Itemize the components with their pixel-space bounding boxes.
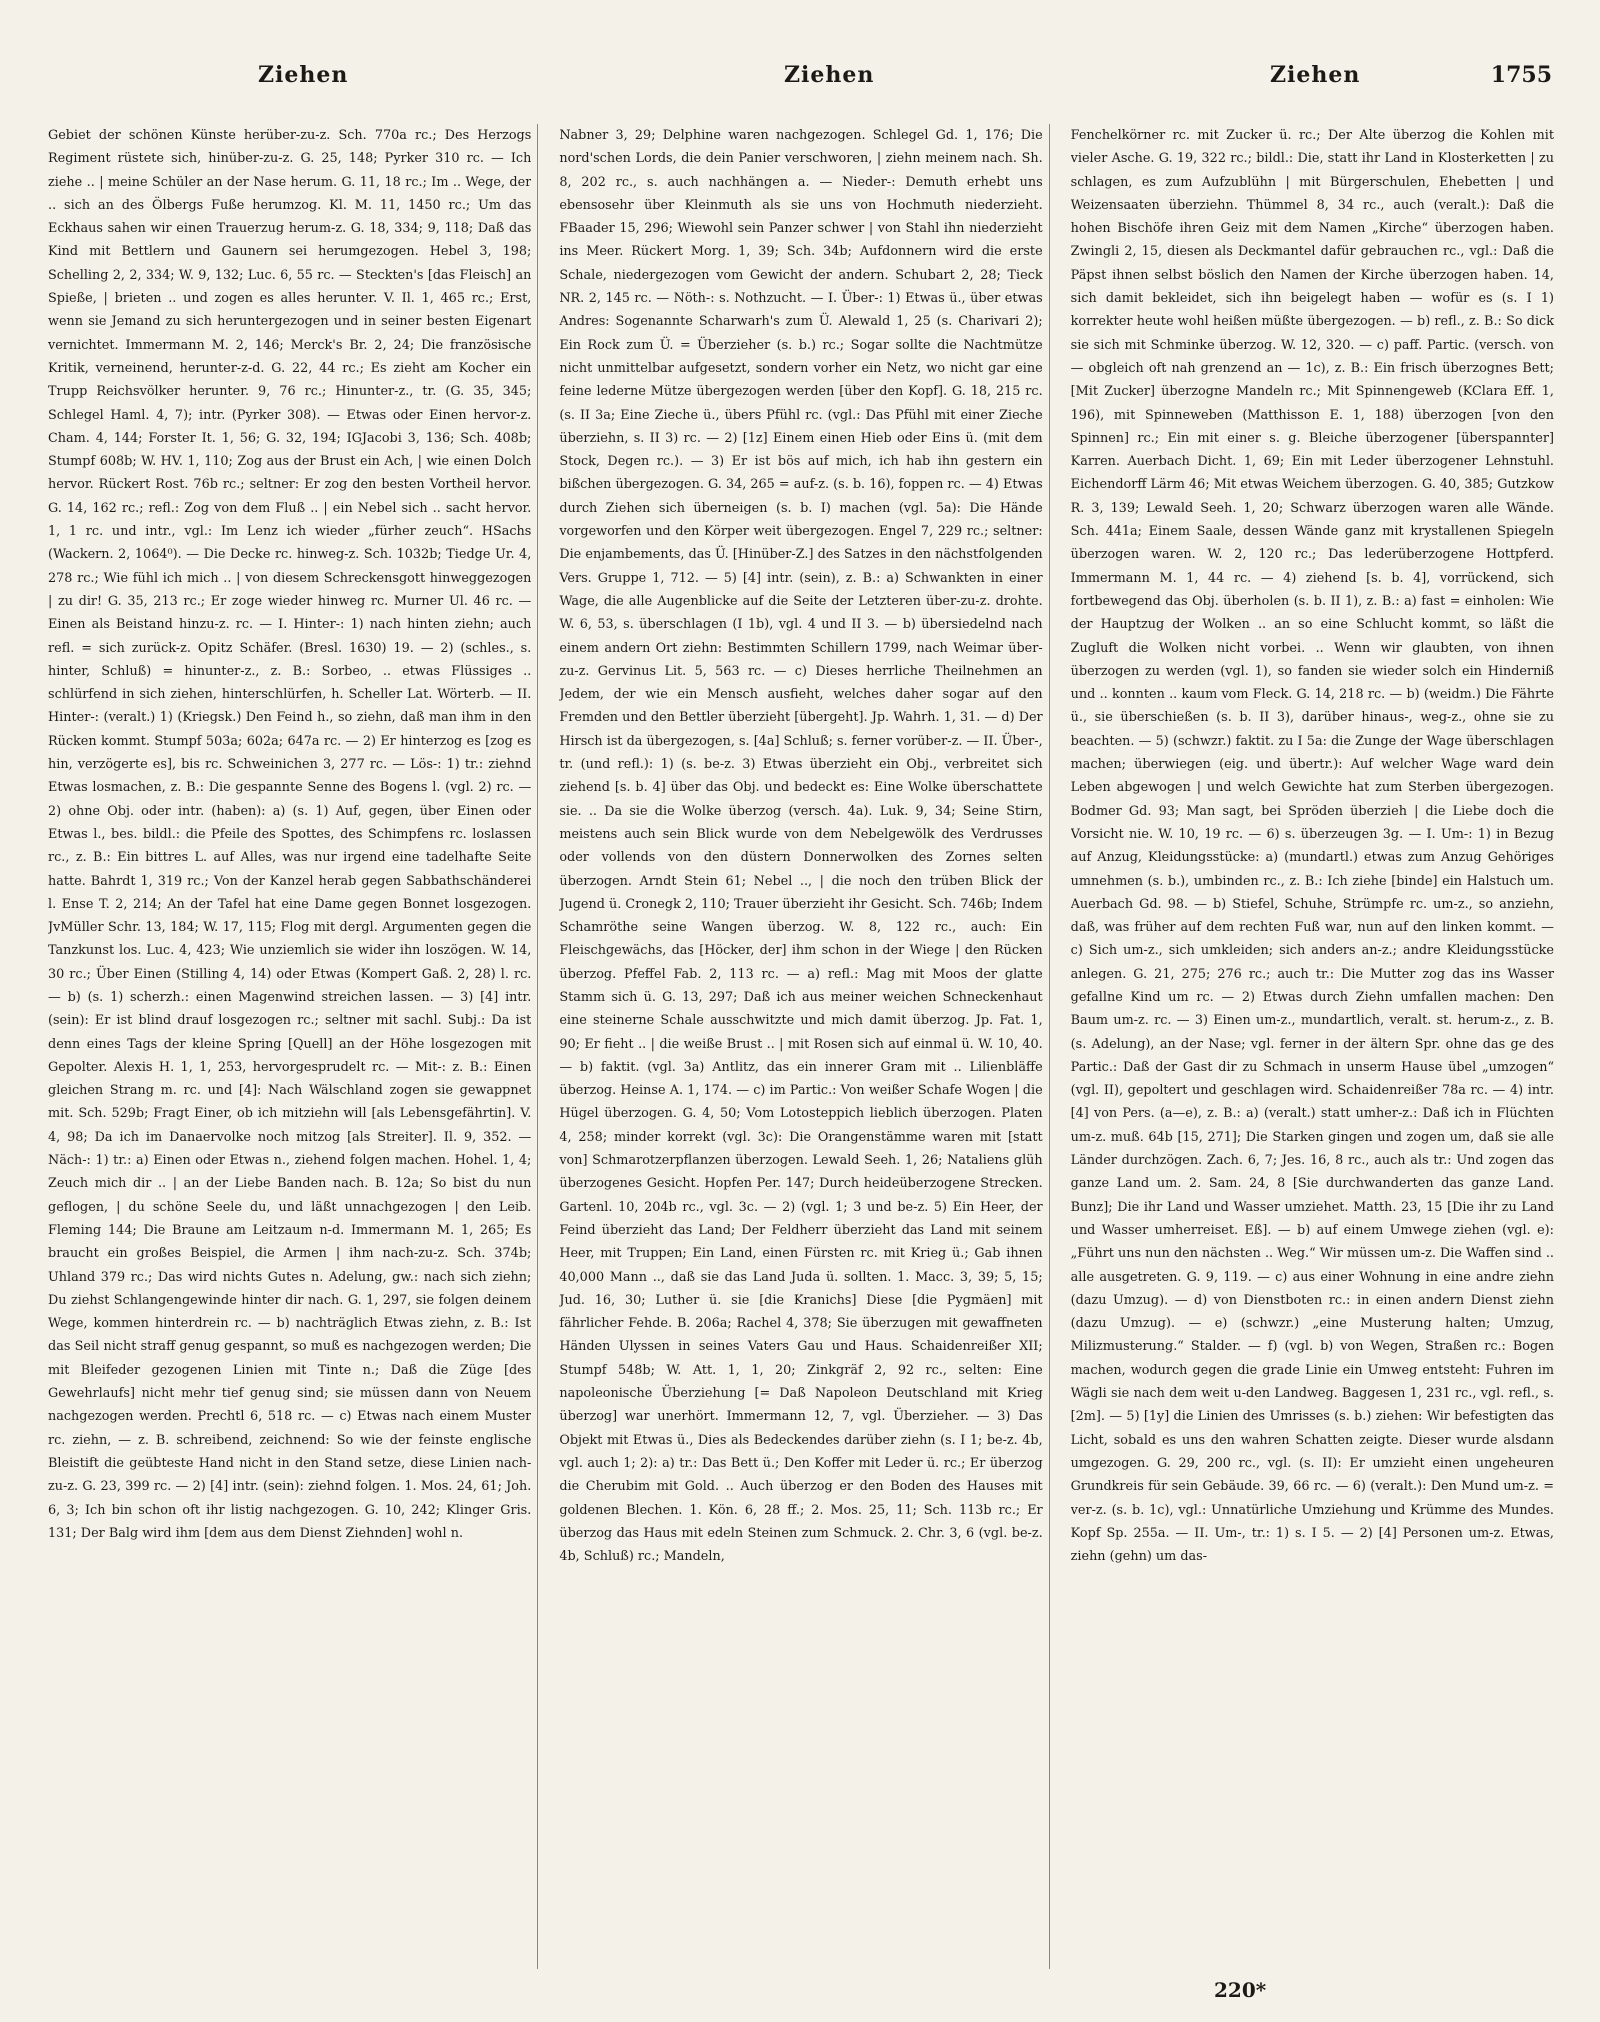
column-right [1071,124,1554,1969]
center-running-headword: Ziehen [784,62,875,88]
page-header [48,62,1552,102]
printer-signature: 220* [1214,1978,1267,2002]
column-left [48,124,531,1969]
column-text: Gebiet der schönen Künste herüber-zu-z. Sch. 770a rc.; Des Herzogs Regiment rüstete sich, hinüber-zu-z. G. 25, 148; Pyrker 310 rc. — Ich ziehe .. | meine Schüler an der Nase herum. G. 11, 18 rc.; Im .. Wege, der .. sich an des Ölbergs Fuße herumzog. Kl. M. 11, 1450 rc.; Um das Eckhaus sahen wir einen Trauerzug herum-z. G. 18, 334; 9, 118; Daß das Kind mit Bettlern und Gaunern sei herumgezogen. Hebel 3, 198; Schelling 2, 2, 334; W. 9, 132; Luc. 6, 55 rc. — Steckten's [das Fleisch] an Spieße, | brieten .. und zogen es alles herunter. V. Il. 1, 465 rc.; Erst, wenn sie Jemand zu sich heruntergezogen und in seiner besten Eigenart vernichtet. Immermann M. 2, 146; Merck's Br. 2, 24; Die französische Kritik, verneinend, herunter-z-d. G. 22, 44 rc.; Es zieht am Kocher ein Trupp Reichsvölker herunter. 9, 76 rc.; Hinunter-z., tr. (G. 35, 345; Schlegel Haml. 4, 7); intr. (Pyrker 308). — Etwas oder Einen hervor-z. Cham. 4, 144; Forster It. 1, 56; G. 32, 194; IGJacobi 3, 136; Sch. 408b; Stumpf 608b; W. HV. 1, 110; Zog aus der Brust ein Ach, | wie einen Dolch hervor. Rückert Rost. 76b rc.; seltner: Er zog den besten Vortheil hervor. G. 14, 162 rc.; refl.: Zog von dem Fluß .. | ein Nebel sich .. sacht hervor. 1, 1 rc. und intr., vgl.: Im Lenz ich wieder „fürher zeuch“. HSachs (Wackern. 2, 1064⁰). — Die Decke rc. hinweg-z. Sch. 1032b; Tiedge Ur. 4, 278 rc.; Wie fühl ich mich .. | von diesem Schreckensgott hinweggezogen | zu dir! G. 35, 213 rc.; Er zoge wieder hinweg rc. Murner Ul. 46 rc. — Einen als Beistand hinzu-z. rc. — I. Hinter-: 1) nach hinten ziehn; auch refl. = sich zurück-z. Opitz Schäfer. (Bresl. 1630) 19. — 2) (schles., s. hinter, Schluß) = hinunter-z., z. B.: Sorbeo, .. etwas Flüssiges .. schlürfend in sich ziehen, hinterschlürfen, h. Scheller Lat. Wörterb. — II. Hinter-: (veralt.) 1) (Kriegsk.) Den Feind h., so ziehn, daß man ihm in den Rücken kommt. Stumpf 503a; 602a; 647a rc. — 2) Er hinterzog es [zog es hin, verzögerte es], bis rc. Schweinichen 3, 277 rc. — Lös-: 1) tr.: ziehnd Etwas losmachen, z. B.: Die gespannte Senne des Bogens l. (vgl. 2) rc. — 2) ohne Obj. oder intr. (haben): a) (s. 1) Auf, gegen, über Einen oder Etwas l., bes. bildl.: die Pfeile des Spottes, des Schimpfens rc. loslassen rc., z. B.: Ein bittres L. auf Alles, was nur irgend eine tadelhafte Seite hatte. Bahrdt 1, 319 rc.; Von der Kanzel herab gegen Sabbathschänderei l. Ense T. 2, 214; An der Tafel hat eine Dame gegen Bonnet losgezogen. JvMüller Schr. 13, 184; W. 17, 115; Flog mit dergl. Argumenten gegen die Tanzkunst los. Luc. 4, 423; Wie unziemlich sie wider ihn loszögen. W. 14, 30 rc.; Über Einen (Stilling 4, 14) oder Etwas (Kompert Gaß. 2, 28) l. rc. — b) (s. 1) scherzh.: einen Magenwind streichen lassen. — 3) [4] intr. (sein): Er ist blind drauf losgezogen rc.; seltner mit sachl. Subj.: Da ist denn eines Tags der kleine Spring [Quell] an der Höhe losgezogen mit Gepolter. Alexis H. 1, 1, 253, hervorgesprudelt rc. — Mit-: z. B.: Einen gleichen Strang m. rc. und [4]: Nach Wälschland zogen sie gewappnet mit. Sch. 529b; Fragt Einer, ob ich mitziehn will [als Lebensgefährtin]. V. 4, 98; Da ich im Danaervolke noch mitzog [als Streiter]. Il. 9, 352. — Näch-: 1) tr.: a) Einen oder Etwas n., ziehend folgen machen. Hohel. 1, 4; Zeuch mich dir .. | an der Liebe Banden nach. B. 12a; So bist du nun geflogen, | du schöne Seele du, und läßt unnachgezogen | den Leib. Fleming 144; Die Braune am Leitzaum n-d. Immermann M. 1, 265; Es braucht ein großes Beispiel, die Armen | ihm nach-zu-z. Sch. 374b; Uhland 379 rc.; Das wird nichts Gutes n. Adelung, gw.: nach sich ziehn; Du ziehst Schlangengewinde hinter dir nach. G. 1, 297, sie folgen deinem Wege, kommen hinterdrein rc. — b) nachträglich Etwas ziehn, z. B.: Ist das Seil nicht straff genug gespannt, so muß es nachgezogen werden; Die mit Bleifeder gezogenen Linien mit Tinte n.; Daß die Züge [des Gewehrlaufs] nicht mehr tief genug sind; sie müssen dann von Neuem nachgezogen werden. Prechtl 6, 518 rc. — c) Etwas nach einem Muster rc. ziehn, — z. B. schreibend, zeichnend: So wie der feinste englische Bleistift die geübteste Hand nicht in den Stand setze, diese Linien nach-zu-z. G. 23, 399 rc. — 2) [4] intr. (sein): ziehnd folgen. 1. Mos. 24, 61; Joh. 6, 3; Ich bin schon oft ihr listig nachgezogen. G. 10, 242; Klinger Gris. 131; Der Balg wird ihm [dem aus dem Dienst Ziehnden] wohl n. [48,128,532,1541]
right-running-headword: Ziehen [1270,62,1361,88]
page-number: 1755 [1490,62,1552,88]
text-columns [48,124,1554,1969]
column-middle [559,124,1042,1969]
left-running-headword: Ziehen [258,62,349,88]
column-text: Fenchelkörner rc. mit Zucker ü. rc.; Der Alte überzog die Kohlen mit vieler Asche. G. 19, 322 rc.; bildl.: Die, statt ihr Land in Klosterketten | zu schlagen, es zum Aufzublühn | mit Bürgerschulen, Ehebetten | und Weizensaaten überziehn. Thümmel 8, 34 rc., auch (veralt.): Daß die hohen Bischöfe ihren Geiz mit dem Namen „Kirche“ überzogen haben. Zwingli 2, 15, diesen als Deckmantel dafür gebrauchen rc., vgl.: Daß die Päpst ihnen selbst böslich den Namen der Kirche überzogen haben. 14, sich damit bekleidet, sich ihn beigelegt haben — wofür es (s. I 1) korrekter heute wohl heißen müßte übergezogen. — b) refl., z. B.: So dick sie sich mit Schminke überzog. W. 12, 320. — c) paff. Partic. (versch. von — obgleich oft nah grenzend an — 1c), z. B.: Ein frisch überzognes Bett; [Mit Zucker] überzogne Mandeln rc.; Mit Spinnengeweb (KClara Eff. 1, 196), mit Spinneweben (Matthisson E. 1, 188) überzogen [von den Spinnen] rc.; Ein mit einer s. g. Bleiche überzogener [überspannter] Karren. Auerbach Dicht. 1, 69; Ein mit Leder überzogener Lehnstuhl. Eichendorff Lärm 46; Mit etwas Weichem überzogen. G. 40, 385; Gutzkow R. 3, 139; Lewald Seeh. 1, 20; Schwarz überzogen waren alle Wände. Sch. 441a; Einem Saale, dessen Wände ganz mit krystallenen Spiegeln überzogen waren. W. 2, 120 rc.; Das lederüberzogene Hottpferd. Immermann M. 1, 44 rc. — 4) ziehend [s. b. 4], vorrückend, sich fortbewegend das Obj. überholen (s. b. II 1), z. B.: a) fast = einholen: Wie der Hauptzug der Wolken .. an so eine Schlucht kommt, so läßt die Zugluft die Wolken nicht vorbei. .. Wenn wir glaubten, von ihnen überzogen zu werden (vgl. 1), so fanden sie wieder solch ein Hinderniß und .. konnten .. kaum vom Fleck. G. 14, 218 rc. — b) (weidm.) Die Fährte ü., sie überschießen (s. b. II 3), darüber hinaus-, weg-z., ohne sie zu beachten. — 5) (schwzr.) faktit. zu I 5a: die Zunge der Wage überschlagen machen; überwiegen (eig. und übertr.): Auf welcher Wage ward dein Leben abgewogen | und welch Gewichte hat zum Sterben übergezogen. Bodmer Gd. 93; Man sagt, bei Spröden überzieh | die Liebe doch die Vorsicht nie. W. 10, 19 rc. — 6) s. überzeugen 3g. — I. Um-: 1) in Bezug auf Anzug, Kleidungsstücke: a) (mundartl.) etwas zum Anzug Gehöriges umnehmen (s. b.), umbinden rc., z. B.: Ich ziehe [binde] ein Halstuch um. Auerbach Gd. 98. — b) Stiefel, Schuhe, Strümpfe rc. um-z., so anziehn, daß, was früher auf dem rechten Fuß war, nun auf den linken kommt. — c) Sich um-z., sich umkleiden; sich anders an-z.; andre Kleidungsstücke anlegen. G. 21, 275; 276 rc.; auch tr.: Die Mutter zog das ins Wasser gefallne Kind um rc. — 2) Etwas durch Ziehn umfallen machen: Den Baum um-z. rc. — 3) Einen um-z., mundartlich, veralt. st. herum-z., z. B. (s. Adelung), an der Nase; vgl. ferner in der ältern Spr. ohne das ge des Partic.: Daß der Gast dir zu Schmach in unserm Hause übel „umzogen“ (vgl. II), gepoltert und geschlagen wird. Schaidenreißer 78a rc. — 4) intr. [4] von Pers. (a—e), z. B.: a) (veralt.) statt umher-z.: Daß ich in Flüchten um-z. muß. 64b [15, 271]; Die Starken gingen und zogen um, daß sie alle Länder durchzögen. Zach. 6, 7; Jes. 16, 8 rc., auch als tr.: Und zogen das ganze Land um. 2. Sam. 24, 8 [Sie durchwanderten das ganze Land. Bunz]; Die ihr Land und Wasser umziehet. Matth. 23, 15 [Die ihr zu Land und Wasser umherreiset. Eß]. — b) auf einem Umwege ziehen (vgl. e): „Führt uns nun den nächsten .. Weg.“ Wir müssen um-z. Die Waffen sind .. alle ausgetreten. G. 9, 119. — c) aus einer Wohnung in eine andre ziehn (dazu Umzug). — d) von Dienstboten rc.: in einen andern Dienst ziehn (dazu Umzug). — e) (schwzr.) „eine Musterung halten; Umzug, Milizmusterung.“ Stalder. — f) (vgl. b) von Wegen, Straßen rc.: Bogen machen, wodurch gegen die grade Linie ein Umweg entsteht: Fuhren im Wägli sie nach dem weit u-den Landweg. Baggesen 1, 231 rc., vgl. refl., s. [2m]. — 5) [1y] die Linien des Umrisses (s. b.) ziehen: Wir befestigten das Licht, sobald es uns den wahren Schatten zeigte. Dieser wurde alsdann umgezogen. G. 29, 200 rc., vgl. (s. II): Er umzieht einen ungeheuren Grundkreis für sein Gebäude. 39, 66 rc. — 6) (veralt.): Den Mund um-z. = ver-z. (s. b. 1c), vgl.: Unnatürliche Umziehung und Krümme des Mundes. Kopf Sp. 255a. — II. Um-, tr.: 1) s. I 5. — 2) [4] Personen um-z. Etwas, ziehn (gehn) um das- [1070,128,1554,1565]
column-text: Nabner 3, 29; Delphine waren nachgezogen. Schlegel Gd. 1, 176; Die nord'schen Lords, die dein Panier verschworen, | ziehn meinem nach. Sh. 8, 202 rc., s. auch nachhängen a. — Nieder-: Demuth erhebt uns ebensosehr über Kleinmuth als sie uns von Hochmuth niederzieht. FBaader 15, 296; Wiewohl sein Panzer schwer | von Stahl ihn niederzieht ins Meer. Rückert Morg. 1, 39; Sch. 34b; Aufdonnern wird die erste Schale, niedergezogen vom Gewicht der andern. Schubart 2, 28; Tieck NR. 2, 145 rc. — Nöth-: s. Nothzucht. — I. Über-: 1) Etwas ü., über etwas Andres: Sogenannte Scharwarh's zum Ü. Alewald 1, 25 (s. Charivari 2); Ein Rock zum Ü. = Überzieher (s. b.) rc.; Sogar sollte die Nachtmütze nicht unmittelbar aufgesetzt, sondern vorher ein Netz, wo nicht gar eine feine lederne Mütze übergezogen werden [über den Kopf]. G. 18, 215 rc. (s. II 3a; Eine Zieche ü., übers Pfühl rc. (vgl.: Das Pfühl mit einer Zieche überziehn, s. II 3) rc. — 2) [1z] Einem einen Hieb oder Eins ü. (mit dem Stock, Degen rc.). — 3) Er ist bös auf mich, ich hab ihn gestern ein bißchen übergezogen. G. 34, 265 = auf-z. (s. b. 16), foppen rc. — 4) Etwas durch Ziehen sich überneigen (s. b. I) machen (vgl. 5a): Die Hände vorgeworfen und den Körper weit übergezogen. Engel 7, 229 rc.; seltner: Die enjambements, das Ü. [Hinüber-Z.] des Satzes in den nächstfolgenden Vers. Gruppe 1, 712. — 5) [4] intr. (sein), z. B.: a) Schwankten in einer Wage, die alle Augenblicke auf die Seite der Letzteren über-zu-z. drohte. W. 6, 53, s. überschlagen (I 1b), vgl. 4 und II 3. — b) übersiedelnd nach einem andern Ort ziehn: Bestimmten Schillern 1799, nach Weimar über-zu-z. Gervinus Lit. 5, 563 rc. — c) Dieses herrliche Theilnehmen an Jedem, der wie ein Mensch ausfieht, welches daher sogar auf den Fremden und den Bettler überzieht [übergeht]. Jp. Wahrh. 1, 31. — d) Der Hirsch ist da übergezogen, s. [4a] Schluß; s. ferner vorüber-z. — II. Über-, tr. (und refl.): 1) (s. be-z. 3) Etwas überzieht ein Obj., verbreitet sich ziehend [s. b. 4] über das Obj. und bedeckt es: Eine Wolke überschattete sie. .. Da sie die Wolke überzog (versch. 4a). Luk. 9, 34; Seine Stirn, meistens auch sein Blick wurde von dem Nebelgewölk des Verdrusses oder vollends von den düstern Donnerwolken des Zornes selten überzogen. Arndt Stein 61; Nebel .., | die noch den trüben Blick der Jugend ü. Cronegk 2, 110; Trauer überzieht ihr Gesicht. Sch. 746b; Indem Schamröthe seine Wangen überzog. W. 8, 122 rc., auch: Ein Fleischgewächs, das [Höcker, der] ihm schon in der Wiege | den Rücken überzog. Pfeffel Fab. 2, 113 rc. — a) refl.: Mag mit Moos der glatte Stamm sich ü. G. 13, 297; Daß ich aus meiner weichen Schneckenhaut eine steinerne Schale ausschwitzte und mich damit überzog. Jp. Fat. 1, 90; Er fieht .. | die weiße Brust .. | mit Rosen sich auf einmal ü. W. 10, 40. — b) faktit. (vgl. 3a) Antlitz, das ein innerer Gram mit .. Lilienbläffe überzog. Heinse A. 1, 174. — c) im Partic.: Von weißer Schafe Wogen | die Hügel überzogen. G. 4, 50; Vom Lotosteppich lieblich überzogen. Platen 4, 258; minder korrekt (vgl. 3c): Die Orangenstämme waren mit [statt von] Schmarotzerpflanzen überzogen. Lewald Seeh. 1, 26; Nataliens glüh überzogenes Gesicht. Hopfen Per. 147; Durch heideüberzogene Strecken. Gartenl. 10, 204b rc., vgl. 3c. — 2) (vgl. 1; 3 und be-z. 5) Ein Heer, der Feind überzieht das Land; Der Feldherr überzieht das Land mit seinem Heer, mit Truppen; Ein Land, einen Fürsten rc. mit Krieg ü.; Gab ihnen 40,000 Mann .., daß sie das Land Juda ü. sollten. 1. Macc. 3, 39; 5, 15; Jud. 16, 30; Luther ü. sie [die Kranichs] Diese [die Pygmäen] mit fährlicher Fehde. B. 206a; Rachel 4, 378; Sie überzugen mit gewaffneten Händen Ulyssen in seines Vaters Gau und Haus. Schaidenreißer XII; Stumpf 548b; W. Att. 1, 1, 20; Zinkgräf 2, 92 rc., selten: Eine napoleonische Überziehung [= Daß Napoleon Deutschland mit Krieg überzog] war unerhört. Immermann 12, 7, vgl. Überzieher. — 3) Das Objekt mit Etwas ü., Dies als Bedeckendes darüber ziehn (s. I 1; be-z. 4b, vgl. auch 1; 2): a) tr.: Das Bett ü.; Den Koffer mit Leder ü. rc.; Er überzog die Cherubim mit Gold. .. Auch überzog er den Boden des Hauses mit goldenen Blechen. 1. Kön. 6, 28 ff.; 2. Mos. 25, 11; Sch. 113b rc.; Er überzog das Haus mit edeln Steinen zum Schmuck. 2. Chr. 3, 6 (vgl. be-z. 4b, Schluß) rc.; Mandeln, [559,128,1043,1565]
